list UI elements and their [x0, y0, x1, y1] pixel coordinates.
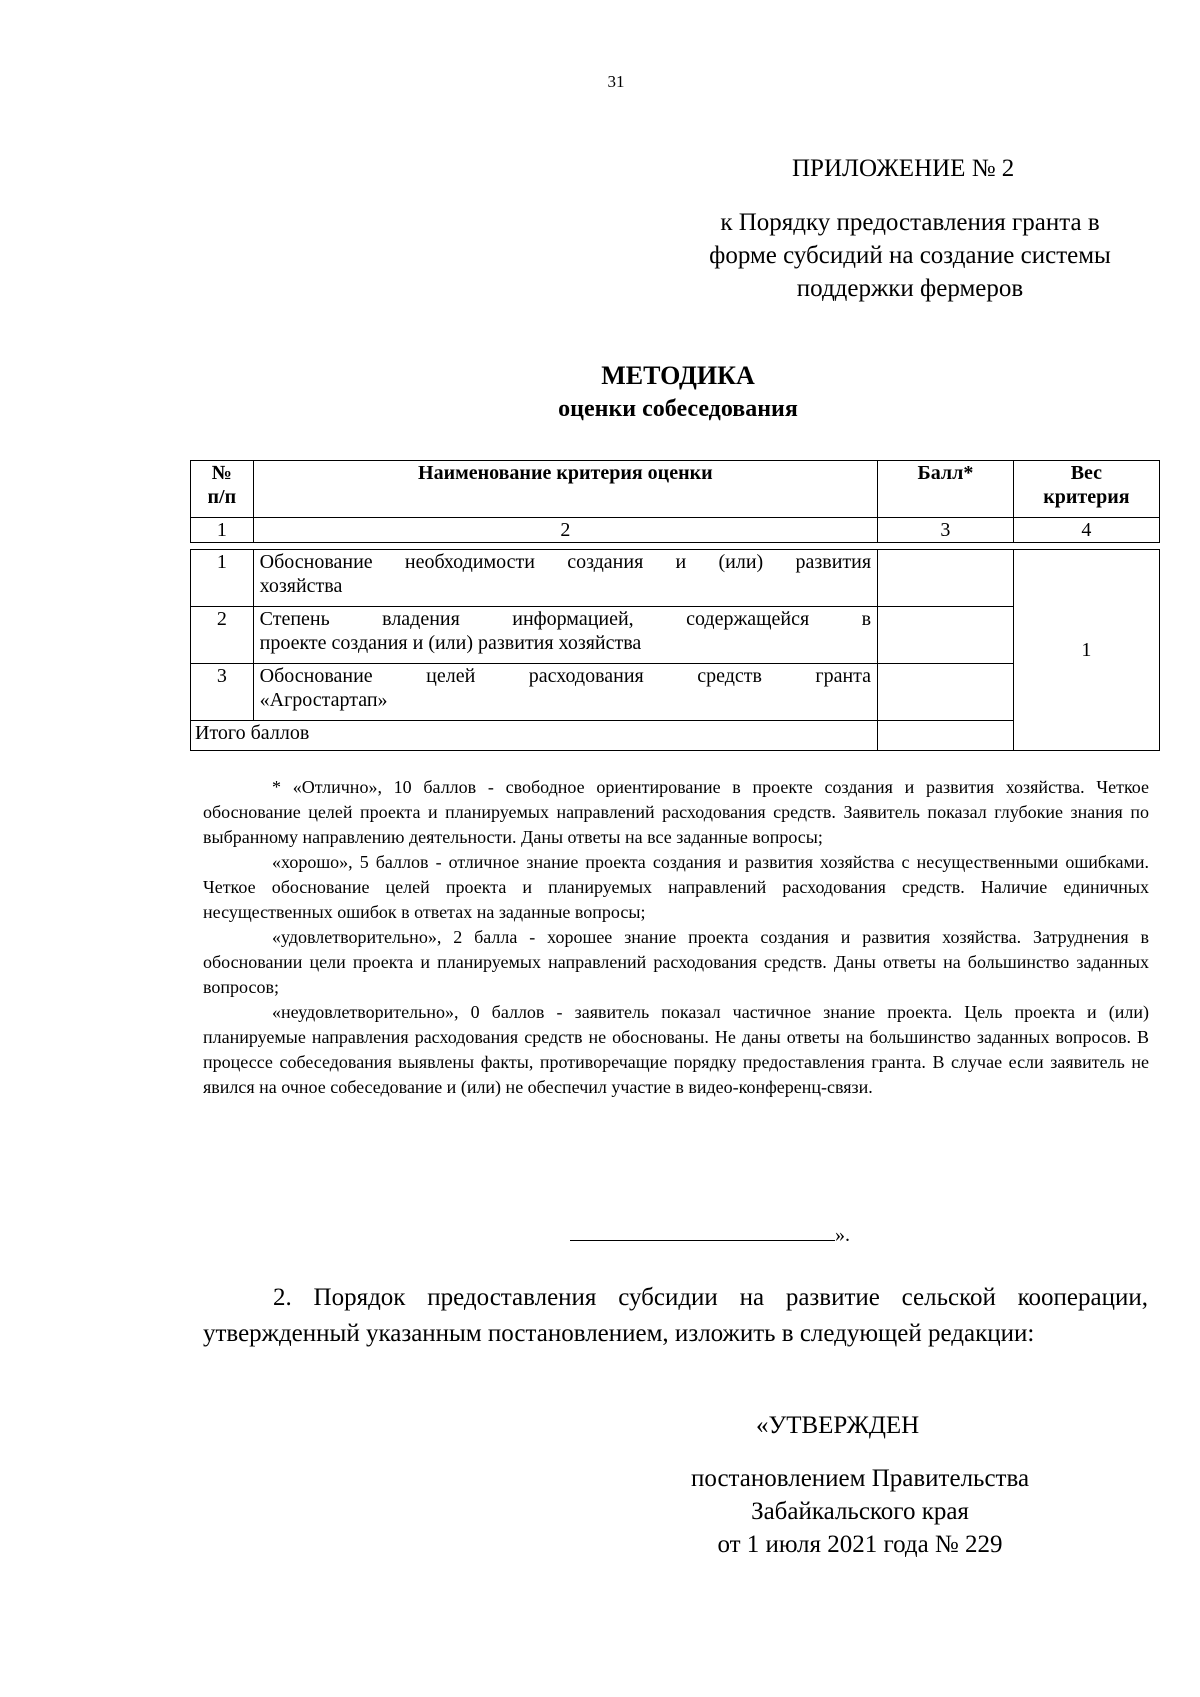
criterion-line: Степень владения информацией, содержащейся в [259, 608, 872, 630]
criterion-name [253, 607, 877, 664]
header-weight [1013, 461, 1159, 518]
column-number: 4 [1013, 518, 1159, 543]
appendix-title: ПРИЛОЖЕНИЕ № 2 [792, 155, 1015, 182]
row-number: 2 [191, 607, 254, 664]
appendix-subtitle-line: к Порядку предоставления гранта в [720, 209, 1100, 236]
criteria-table-header [190, 460, 1160, 543]
approved-title: «УТВЕРЖДЕН [756, 1412, 920, 1439]
score-cell [878, 664, 1014, 721]
page-number: 31 [607, 72, 625, 91]
paragraph-2-text: 2. Порядок предоставления субсидии на развитие сельской кооперации, утвержденный указанным постановлением, изложить в следующей редакции: [203, 1284, 1148, 1347]
score-notes [203, 775, 1149, 1100]
criterion-line: хозяйства [259, 575, 343, 597]
column-number: 3 [878, 518, 1014, 543]
score-cell [878, 550, 1014, 607]
header-number-line1: № [211, 462, 232, 484]
row-number: 3 [191, 664, 254, 721]
column-number-row [191, 518, 1160, 543]
note-paragraph: * «Отлично», 10 баллов - свободное ориентирование в проекте создания и развития хозяйства. Четкое обоснование целей проекта и планируемых направлений расходования средств. Заявитель показал глубокие знания по выбранному направлению деятельности. Даны ответы на все заданные вопросы; [203, 777, 1149, 847]
appendix-subtitle [660, 206, 1160, 305]
criterion-line: Обоснование необходимости создания и (или) развития [259, 551, 872, 573]
criterion-name [253, 664, 877, 721]
approved-line: Забайкальского края [751, 1498, 969, 1525]
appendix-subtitle-line: форме субсидий на создание системы [709, 242, 1111, 269]
header-criterion-name: Наименование критерия оценки [253, 461, 877, 518]
approved-line: от 1 июля 2021 года № 229 [717, 1531, 1003, 1558]
header-number [191, 461, 254, 518]
header-score: Балл* [878, 461, 1014, 518]
closing-mark: ». [835, 1224, 850, 1246]
paragraph-2 [203, 1280, 1148, 1352]
weight-cell: 1 [1013, 550, 1159, 751]
appendix-subtitle-line: поддержки фермеров [796, 275, 1024, 302]
note-paragraph: «неудовлетворительно», 0 баллов - заявитель показал частичное знание проекта. Цель проекта и (или) планируемые направления расходования средств не обоснованы. Не даны ответы на большинство заданных вопросов. В процессе собеседования выявлены факты, противоречащие порядку предоставления гранта. В случае если заявитель не явился на очное собеседование и (или) не обеспечил участие в видео-конференц-связи. [203, 1002, 1149, 1097]
criterion-line: «Агростартап» [259, 689, 388, 711]
header-weight-line2: критерия [1043, 486, 1130, 508]
score-cell [878, 607, 1014, 664]
approved-details [630, 1462, 1090, 1561]
header-number-line2: п/п [207, 486, 237, 508]
closing-line [570, 1220, 850, 1247]
method-subtitle: оценки собеседования [558, 396, 798, 422]
header-weight-line1: Вес [1070, 462, 1103, 484]
table-row [191, 550, 1160, 607]
note-paragraph: «хорошо», 5 баллов - отличное знание проекта создания и развития хозяйства с несущественными ошибками. Четкое обоснование целей проекта и планируемых направлений расходования средств. Наличие единичных несущественных ошибок в ответах на заданные вопросы; [203, 852, 1149, 922]
criterion-line: проекте создания и (или) развития хозяйства [259, 632, 642, 654]
column-number: 1 [191, 518, 254, 543]
criterion-line: Обоснование целей расходования средств гранта [259, 665, 872, 687]
method-title: МЕТОДИКА [601, 361, 755, 390]
table-header-row [191, 461, 1160, 518]
blank-rule [570, 1220, 835, 1241]
approved-line: постановлением Правительства [690, 1465, 1030, 1492]
criterion-name [253, 550, 877, 607]
total-label: Итого баллов [191, 721, 878, 751]
column-number: 2 [253, 518, 877, 543]
criteria-table-body [190, 549, 1160, 751]
note-paragraph: «удовлетворительно», 2 балла - хорошее знание проекта создания и развития хозяйства. Затруднения в обосновании цели проекта и планируемых направлений расходования средств. Даны ответы на большинство заданных вопросов; [203, 927, 1149, 997]
total-score-cell [878, 721, 1014, 751]
row-number: 1 [191, 550, 254, 607]
